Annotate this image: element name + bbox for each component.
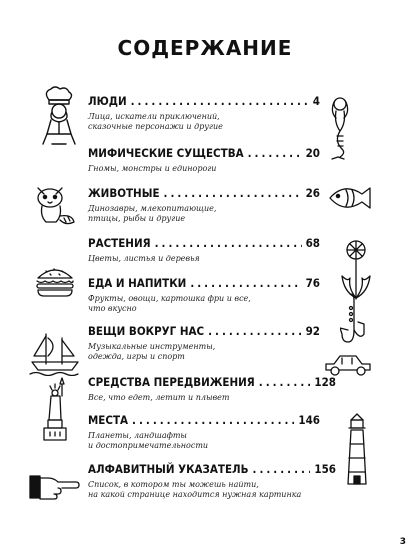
entry-description: Цветы, листья и деревья bbox=[88, 254, 200, 263]
toc-entry-places[interactable] bbox=[88, 413, 320, 451]
pointing-hand-icon bbox=[28, 472, 80, 502]
leader-dots bbox=[208, 324, 302, 338]
toc-entry-people[interactable] bbox=[88, 94, 320, 132]
entry-page: 76 bbox=[305, 276, 320, 290]
entry-name: ВЕЩИ ВОКРУГ НАС bbox=[88, 324, 205, 338]
fish-icon bbox=[326, 184, 374, 212]
leader-dots bbox=[253, 462, 311, 476]
leader-dots bbox=[132, 413, 294, 427]
entry-name: СРЕДСТВА ПЕРЕДВИЖЕНИЯ bbox=[88, 375, 255, 389]
entry-name: МИФИЧЕСКИЕ СУЩЕСТВА bbox=[88, 146, 244, 160]
toc-entry-food[interactable] bbox=[88, 276, 320, 314]
entry-page: 156 bbox=[314, 462, 336, 476]
mermaid-icon bbox=[322, 94, 360, 160]
car-icon bbox=[322, 352, 374, 378]
entry-name: ЛЮДИ bbox=[88, 94, 127, 108]
toc-entry-transport[interactable] bbox=[88, 375, 336, 403]
entry-description: Планеты, ландшафты и достопримечательности bbox=[88, 431, 209, 450]
statue-of-liberty-icon bbox=[40, 376, 70, 442]
entry-page: 4 bbox=[312, 94, 320, 108]
entry-name: МЕСТА bbox=[88, 413, 129, 427]
entry-name: ЕДА И НАПИТКИ bbox=[88, 276, 187, 290]
entry-name: РАСТЕНИЯ bbox=[88, 236, 151, 250]
toc-entry-index[interactable] bbox=[88, 462, 336, 500]
lighthouse-icon bbox=[344, 412, 370, 488]
red-panda-icon bbox=[32, 182, 78, 226]
burger-icon bbox=[34, 264, 76, 298]
entry-page: 128 bbox=[314, 375, 336, 389]
toc-entry-animals[interactable] bbox=[88, 186, 320, 224]
entry-description: Лица, искатели приключений, сказочные персонажи и другие bbox=[88, 112, 223, 131]
entry-name: АЛФАВИТНЫЙ УКАЗАТЕЛЬ bbox=[88, 462, 249, 476]
toc-entry-things[interactable] bbox=[88, 324, 320, 362]
entry-description: Гномы, монстры и единороги bbox=[88, 164, 217, 173]
entry-page: 20 bbox=[305, 146, 320, 160]
entry-description: Динозавры, млекопитающие, птицы, рыбы и другие bbox=[88, 204, 217, 223]
entry-description: Музыкальные инструменты, одежда, игры и спорт bbox=[88, 342, 216, 361]
toc-entry-plants[interactable] bbox=[88, 236, 320, 264]
entry-page: 146 bbox=[298, 413, 320, 427]
entry-description: Фрукты, овощи, картошка фри и все, что вкусно bbox=[88, 294, 251, 313]
entry-page: 68 bbox=[305, 236, 320, 250]
leader-dots bbox=[190, 276, 301, 290]
leader-dots bbox=[131, 94, 309, 108]
page-number: 3 bbox=[399, 537, 406, 547]
entry-page: 26 bbox=[305, 186, 320, 200]
entry-page: 92 bbox=[305, 324, 320, 338]
leader-dots bbox=[259, 375, 311, 389]
leader-dots bbox=[248, 146, 302, 160]
entry-description: Все, что едет, летит и плывет bbox=[88, 393, 230, 402]
chef-icon bbox=[34, 86, 84, 150]
entry-description: Список, в котором ты можешь найти, на какой странице находится нужная картинка bbox=[88, 480, 302, 499]
saxophone-icon bbox=[340, 292, 368, 350]
page-title: СОДЕРЖАНИЕ bbox=[117, 36, 293, 60]
entry-name: ЖИВОТНЫЕ bbox=[88, 186, 160, 200]
toc-entry-mythical[interactable] bbox=[88, 146, 320, 174]
leader-dots bbox=[164, 186, 302, 200]
ship-icon bbox=[28, 330, 82, 376]
leader-dots bbox=[155, 236, 302, 250]
